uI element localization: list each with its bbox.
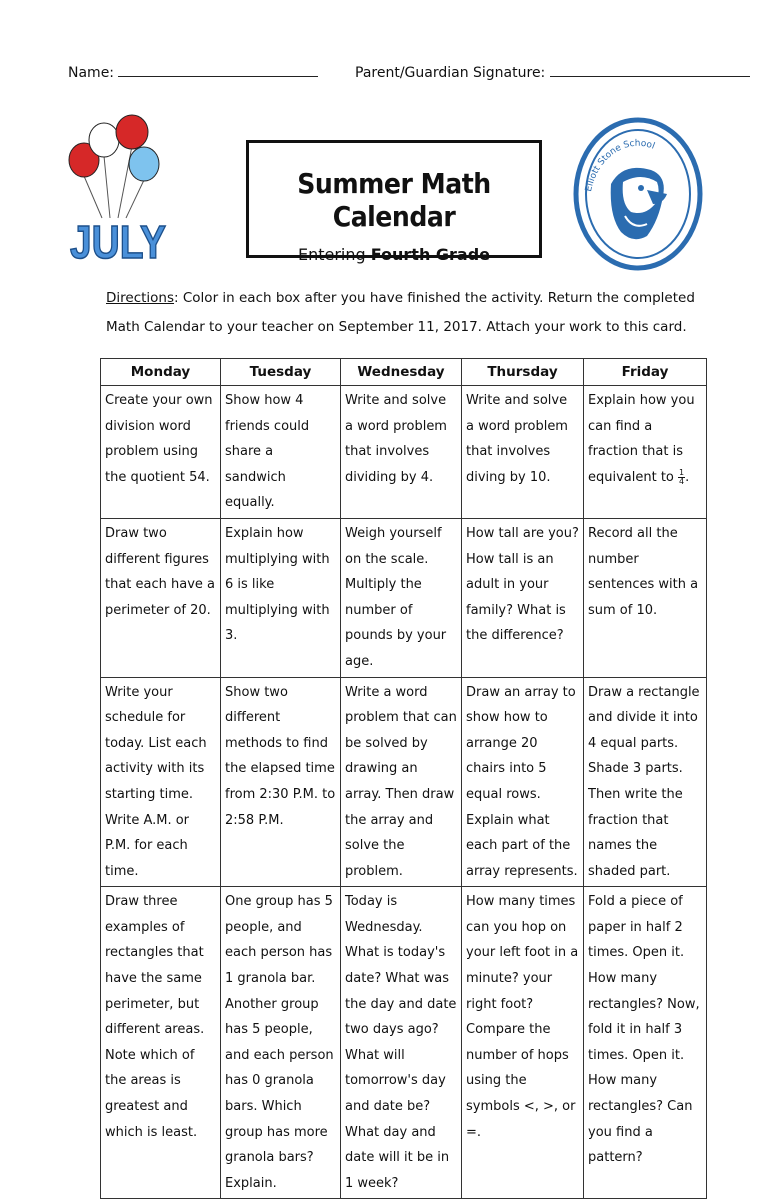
seal-text-path: Elliott Stone School (584, 138, 657, 193)
blue-balloon (129, 147, 159, 181)
activity-cell[interactable]: Show how 4 friends could share a sandwich equally. (221, 386, 341, 519)
calendar-row (101, 887, 707, 1199)
directions-text (106, 284, 696, 342)
fraction-numerator: 1 (679, 467, 685, 477)
fraction-period: . (685, 469, 690, 485)
activity-cell[interactable]: Draw a rectangle and divide it into 4 equal parts. Shade 3 parts. Then write the fraction that names the shaded part. (584, 677, 707, 887)
activity-cell[interactable] (584, 386, 707, 519)
signature-blank-line[interactable] (550, 64, 750, 77)
day-header-thursday: Thursday (462, 359, 584, 386)
activity-cell[interactable]: Draw three examples of rectangles that have the same perimeter, but different areas. Note which of the areas is greatest and which is least. (101, 887, 221, 1199)
activity-cell[interactable]: Write and solve a word problem that involves diving by 10. (462, 386, 584, 519)
calendar-row (101, 386, 707, 519)
name-blank-line[interactable] (118, 64, 318, 77)
activity-text: Explain how you can find a fraction that is equivalent to (588, 393, 695, 485)
day-header-tuesday: Tuesday (221, 359, 341, 386)
subtitle-grade: Fourth Grade (370, 245, 491, 264)
name-label: Name: (68, 65, 115, 81)
july-text: JULY (70, 216, 166, 268)
name-field[interactable] (68, 64, 318, 81)
white-balloon (89, 123, 119, 157)
activity-cell[interactable]: Draw an array to show how to arrange 20 chairs into 5 equal rows. Explain what each part of the array represents. (462, 677, 584, 887)
activity-cell[interactable]: Write a word problem that can be solved by drawing an array. Then draw the array and solve the problem. (341, 677, 462, 887)
subtitle-prefix: Entering (297, 245, 366, 264)
fraction-denominator: 4 (679, 476, 685, 486)
day-header-monday: Monday (101, 359, 221, 386)
signature-label: Parent/Guardian Signature: (355, 65, 546, 81)
activity-cell[interactable]: How many times can you hop on your left foot in a minute? your right foot? Compare the number of hops using the symbols <, >, or =. (462, 887, 584, 1199)
activity-cell[interactable]: Record all the number sentences with a sum of 10. (584, 518, 707, 677)
directions-body: : Color in each box after you have finished the activity. Return the completed Math Calendar to your teacher on September 11, 2017. Attach your work to this card. (106, 290, 695, 335)
school-seal-logo (563, 112, 713, 272)
red-balloon-right (116, 115, 148, 149)
activity-cell[interactable]: Weigh yourself on the scale. Multiply the number of pounds by your age. (341, 518, 462, 677)
page-subtitle (249, 245, 539, 264)
activity-cell[interactable]: Write your schedule for today. List each activity with its starting time. Write A.M. or P.M. for each time. (101, 677, 221, 887)
math-calendar-table (100, 358, 707, 1199)
directions-label: Directions (106, 290, 175, 306)
activity-cell[interactable]: One group has 5 people, and each person has 1 granola bar. Another group has 5 people, and each person has 0 granola bars. Which group has more granola bars? Explain. (221, 887, 341, 1199)
activity-cell[interactable]: Draw two different figures that each have a perimeter of 20. (101, 518, 221, 677)
activity-cell[interactable]: Write and solve a word problem that involves dividing by 4. (341, 386, 462, 519)
calendar-row (101, 518, 707, 677)
day-header-wednesday: Wednesday (341, 359, 462, 386)
activity-cell[interactable]: How tall are you? How tall is an adult in your family? What is the difference? (462, 518, 584, 677)
calendar-row (101, 677, 707, 887)
july-balloons-logo (62, 118, 172, 268)
activity-cell[interactable]: Show two different methods to find the elapsed time from 2:30 P.M. to 2:58 P.M. (221, 677, 341, 887)
signature-field[interactable] (355, 64, 750, 81)
activity-cell[interactable]: Create your own division word problem using the quotient 54. (101, 386, 221, 519)
activity-cell[interactable]: Fold a piece of paper in half 2 times. Open it. How many rectangles? Now, fold it in half 3 times. Open it. How many rectangles? Can you find a pattern? (584, 887, 707, 1199)
title-box (246, 140, 542, 264)
activity-cell[interactable]: Explain how multiplying with 6 is like multiplying with 3. (221, 518, 341, 677)
day-header-friday: Friday (584, 359, 707, 386)
activity-cell[interactable]: Today is Wednesday. What is today's date? What was the day and date two days ago? What will tomorrow's day and date be? What day and date will it be in 1 week? (341, 887, 462, 1199)
page-title: Summer Math Calendar (297, 167, 491, 233)
weekday-header-row (101, 359, 707, 386)
